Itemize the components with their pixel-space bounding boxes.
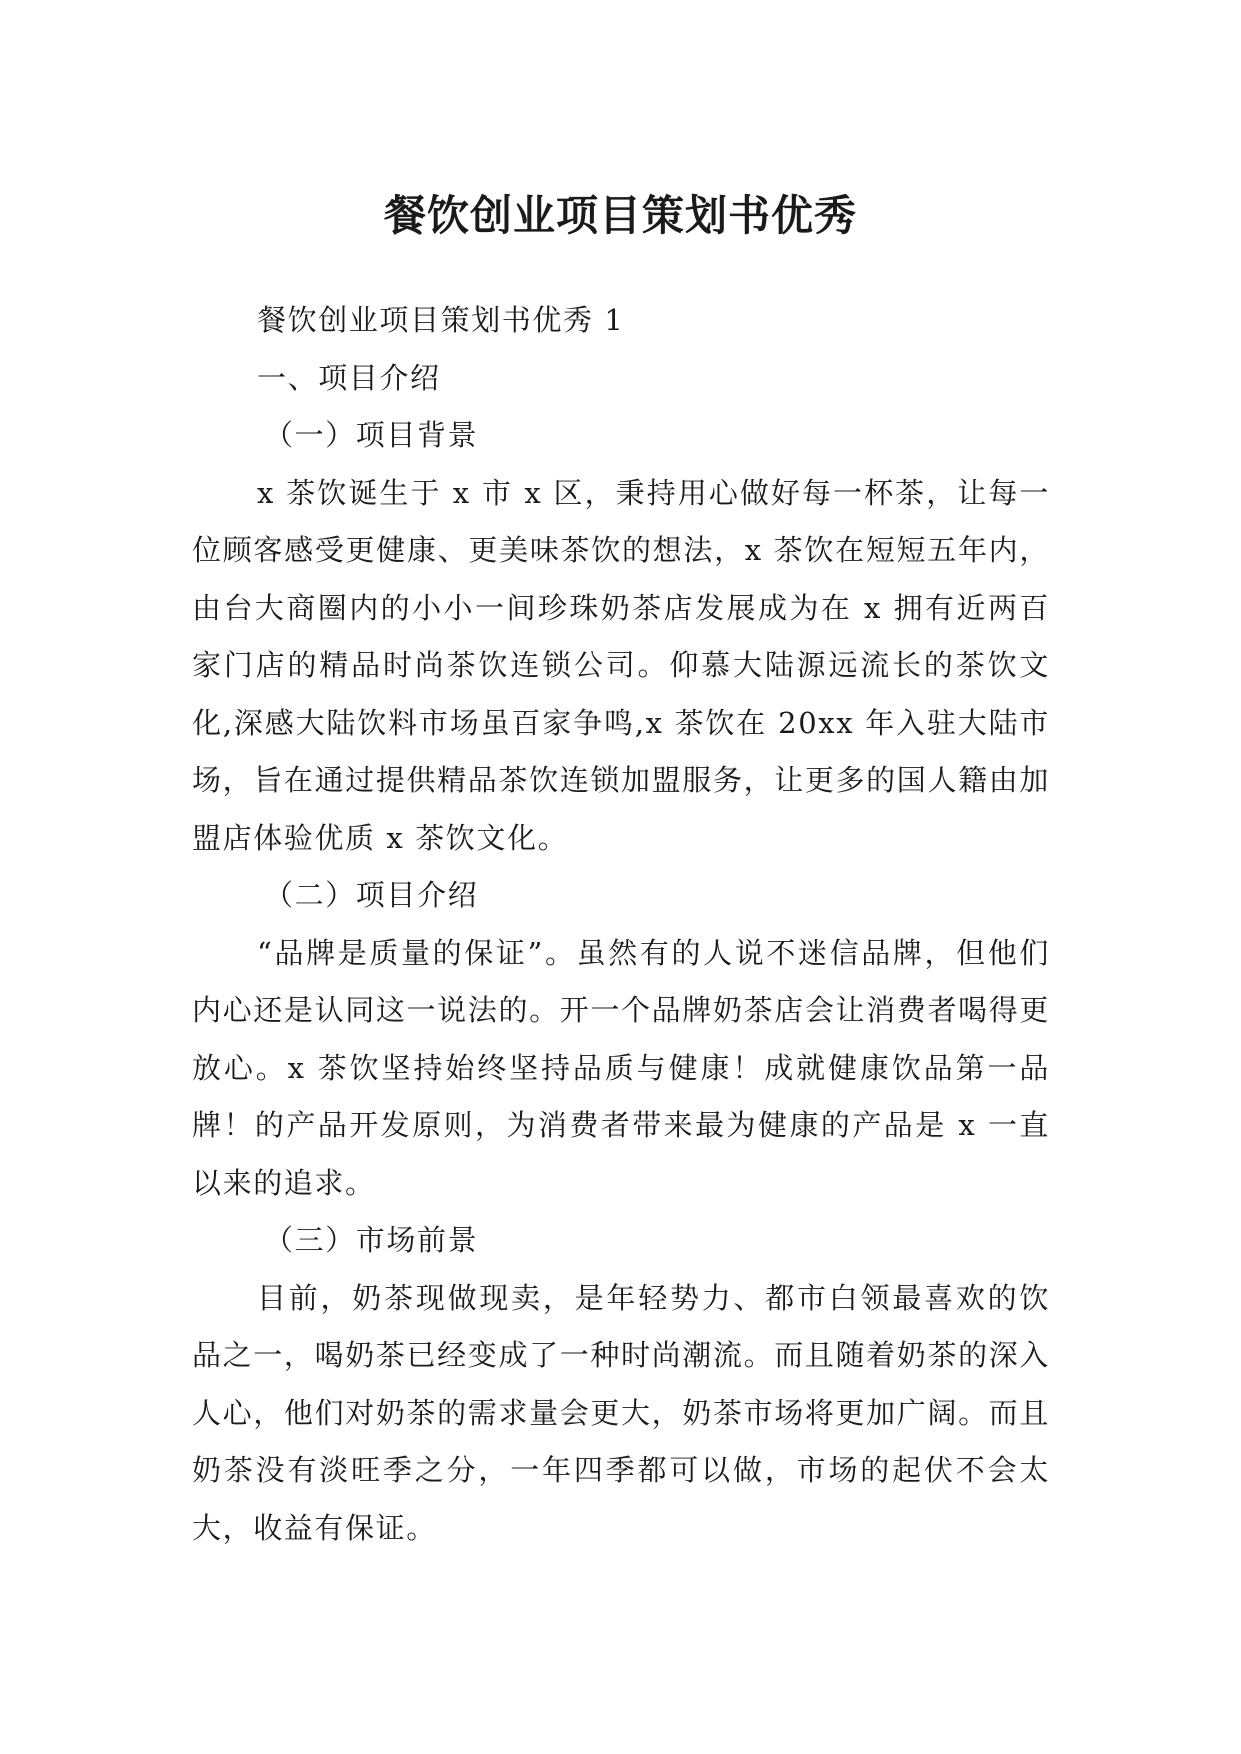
paragraph-background: x 茶饮诞生于 x 市 x 区，秉持用心做好每一杯茶，让每一位顾客感受更健康、更美味茶饮的想法，x 茶饮在短短五年内，由台大商圈内的小小一间珍珠奶茶店发展成为在 x 拥有近两百家门店的精品时尚茶饮连锁公司。仰慕大陆源远流长的茶饮文化,深感大陆饮料市场虽百家争鸣,x 茶饮在 20xx 年入驻大陆市场，旨在通过提供精品茶饮连锁加盟服务，让更多的国人籍由加盟店体验优质 x 茶饮文化。 [192,475,1050,855]
document-title: 餐饮创业项目策划书优秀 [383,191,857,241]
section-heading-1: 一、项目介绍 [257,360,441,395]
document-subtitle: 餐饮创业项目策划书优秀 1 [257,303,625,337]
subsection-heading-background: （一）项目背景 [264,418,479,452]
paragraph-introduction: “品牌是质量的保证”。虽然有的人说不迷信品牌，但他们内心还是认同这一说法的。开一个品牌奶茶店会让消费者喝得更放心。x 茶饮坚持始终坚持品质与健康！成就健康饮品第一品牌！的产品开发原则，为消费者带来最为健康的产品是 x 一直以来的追求。 [192,935,1050,1200]
document-body [192,292,1050,1557]
paragraph-market: 目前，奶茶现做现卖，是年轻势力、都市白领最喜欢的饮品之一，喝奶茶已经变成了一种时尚潮流。而且随着奶茶的深入人心，他们对奶茶的需求量会更大，奶茶市场将更加广阔。而且奶茶没有淡旺季之分，一年四季都可以做，市场的起伏不会太大，收益有保证。 [192,1280,1050,1545]
subsection-heading-introduction: （二）项目介绍 [264,878,479,912]
subsection-heading-market: （三）市场前景 [264,1223,479,1257]
